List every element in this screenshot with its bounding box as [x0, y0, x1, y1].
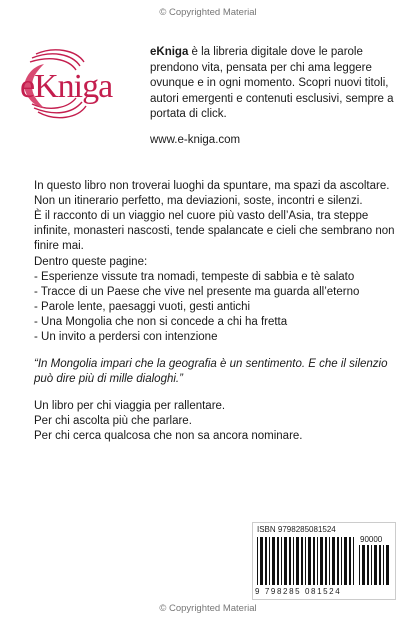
- barcode-bar: [359, 545, 360, 585]
- barcode-bar: [272, 537, 275, 585]
- barcode-bar: [317, 537, 318, 585]
- barcode-bars-icon: [257, 537, 355, 585]
- list-item: - Tracce di un Paese che vive nel presente ma guarda all’eterno: [34, 286, 360, 298]
- barcode-bar: [386, 545, 389, 585]
- barcode-bar: [308, 537, 311, 585]
- description-paragraph: In questo libro non troverai luoghi da spuntare, ma spazi da ascoltare. Non un itinerario perfetto, ma deviazioni, soste, incontri e silenzi. È il racconto di un viaggio nel cuore più vasto dell’Asia, tra steppe infinite, monasteri nascosti, tende spalancate e cieli che sembrano non finire mai.: [34, 180, 395, 252]
- barcode-addon-bars-icon: [359, 545, 391, 585]
- barcode-bar: [329, 537, 330, 585]
- closing-lines: [34, 399, 398, 444]
- list-item: - Parole lente, paesaggi vuoti, gesti antichi: [34, 301, 251, 313]
- pull-quote: “In Mongolia impari che la geografia è un sentimento. E che il silenzio può dire più di mille dialoghi.”: [34, 358, 388, 385]
- barcode-bar: [367, 545, 369, 585]
- barcode-bar: [289, 537, 291, 585]
- list-intro: Dentro queste pagine:: [34, 256, 148, 268]
- ean-digits: 9 798285 081524: [255, 587, 342, 596]
- list-item: - Esperienze vissute tra nomadi, tempeste di sabbia e tè salato: [34, 271, 355, 283]
- barcode-bar: [257, 537, 258, 585]
- barcode-bar: [281, 537, 282, 585]
- barcode-bar: [296, 537, 299, 585]
- publisher-intro: [150, 45, 402, 123]
- barcode-bar: [265, 537, 267, 585]
- barcode-bar: [332, 537, 335, 585]
- barcode-bar: [344, 537, 347, 585]
- barcode-bar: [301, 537, 303, 585]
- publisher-logo: [14, 46, 134, 126]
- barcode-bar: [325, 537, 327, 585]
- list-item: - Un invito a perdersi con intenzione: [34, 331, 218, 343]
- barcode-bar: [313, 537, 315, 585]
- closing-line: Per chi cerca qualcosa che non sa ancora nominare.: [34, 430, 303, 442]
- barcode-bar: [293, 537, 294, 585]
- barcode-addon-number: 90000: [360, 535, 383, 544]
- closing-line: Un libro per chi viaggia per rallentare.: [34, 400, 226, 412]
- barcode-bar: [383, 545, 384, 585]
- copyright-footer: © Copyrighted Material: [159, 603, 257, 614]
- barcode-bar: [349, 537, 351, 585]
- publisher-name: eKniga: [150, 46, 189, 58]
- barcode-bar: [337, 537, 339, 585]
- barcode-bar: [353, 537, 354, 585]
- logo-wordmark: eKniga: [20, 68, 113, 105]
- barcode-bar: [284, 537, 287, 585]
- isbn-label: ISBN 9798285081524: [257, 525, 336, 534]
- isbn-barcode: [252, 522, 396, 600]
- barcode-bar: [371, 545, 372, 585]
- barcode-bar: [320, 537, 323, 585]
- barcode-bar: [260, 537, 263, 585]
- barcode-bar: [305, 537, 306, 585]
- closing-line: Per chi ascolta più che parlare.: [34, 415, 192, 427]
- barcode-bar: [379, 545, 381, 585]
- publisher-website[interactable]: www.e-kniga.com: [150, 134, 241, 146]
- barcode-bar: [374, 545, 377, 585]
- publisher-description: è la libreria digitale dove le parole prendono vita, pensata per chi ama leggere ovunque e in ogni momento. Scopri nuovi titoli, autori emergenti e contenuti esclusivi, sempre a portata di click.: [150, 46, 394, 120]
- feature-list: [34, 270, 398, 345]
- barcode-bar: [269, 537, 270, 585]
- barcode-bar: [362, 545, 365, 585]
- barcode-bar: [277, 537, 279, 585]
- list-item: - Una Mongolia che non si concede a chi ha fretta: [34, 316, 288, 328]
- barcode-bar: [341, 537, 342, 585]
- copyright-header: © Copyrighted Material: [159, 7, 257, 18]
